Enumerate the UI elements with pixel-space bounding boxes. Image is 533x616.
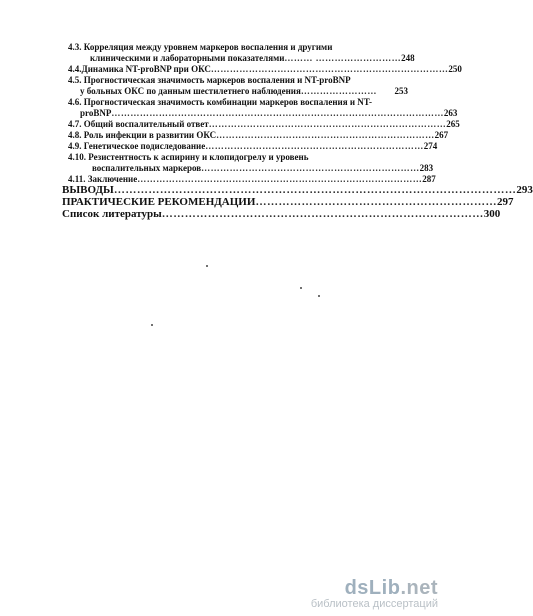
toc-entry [92,163,434,174]
toc-entry-text: 4.4.Динамика NT-proBNP при ОКС [68,64,211,74]
toc-page-number: 283 [419,163,434,173]
toc-leader-dots: ……………………………………………………… [255,196,497,208]
dslib-watermark [311,577,438,610]
toc-entry [62,184,533,196]
toc-entry-text: 4.3. Корреляция между уровнем маркеров воспаления и другими [68,42,333,52]
toc-leader-dots: …………………… [300,86,377,96]
toc-page-number: 287 [422,174,436,184]
toc-entry [80,86,408,97]
toc-entry-text: 4.8. Роль инфекции в развитии ОКС [68,130,217,140]
toc-entry-text: 4.11. Заключение [68,174,138,184]
toc-leader-dots: ……………………………………………………………………………… [137,174,423,184]
toc-page-number: 267 [434,130,449,140]
toc-leader-dots: ……… ……………………… [284,53,402,63]
toc-entry-text: 4.7. Общий воспалительный ответ [68,119,209,129]
toc-page-number: 250 [448,64,462,74]
toc-page-number: 253 [394,86,408,96]
toc-entry-text: ВЫВОДЫ [62,184,114,196]
toc-leader-dots: …………………………………………………………………………………………… [111,108,444,118]
toc-entry-text: у больных ОКС по данным шестилетнего наблюдения [80,86,301,96]
scan-speck [318,295,320,297]
toc-entry-text: 4.6. Прогностическая значимость комбинации маркеров воспаления и NT- [68,97,372,107]
toc-entry-text: Список литературы [62,208,162,220]
scan-speck [151,324,153,326]
toc-leader-dots: ………………………………………………………………… [210,64,449,74]
toc-leader-dots: ………………………………………………………………… [208,119,447,129]
toc-page-number: 248 [401,53,415,63]
toc-page-number: 274 [423,141,438,151]
toc-entry [68,130,449,141]
toc-entry [80,108,458,119]
toc-page-number: 297 [496,196,514,208]
toc-page-number: 265 [446,119,460,129]
toc-entry [90,53,415,64]
toc-entry [68,152,398,163]
watermark-domain: .net [400,577,438,599]
toc-entry-text: 4.9. Генетическое подиследование [68,141,206,151]
toc-entry [68,119,460,130]
toc-entry [62,208,501,220]
toc-leader-dots: …………………………………………………………… [216,130,435,140]
watermark-logo [311,577,438,600]
toc-leader-dots: …………………………………………………………………………………………… [113,184,517,196]
toc-entry-text: proBNP [80,108,112,118]
toc-page-number: 263 [443,108,458,118]
toc-page-number: 293 [516,184,533,196]
scan-speck [300,287,302,289]
toc-entry-text: 4.10. Резистентность к аспирину и клопидогрелу и уровень [68,152,309,162]
toc-entry [62,196,514,208]
watermark-brand: dsLib [344,577,401,599]
scan-speck [206,265,208,267]
toc-entry [68,141,438,152]
toc-entry [68,64,462,75]
toc-leader-dots: …………………………………………………………… [201,163,420,173]
toc-entry-text: воспалительных маркеров [92,163,202,173]
toc-entry-text: ПРАКТИЧЕСКИЕ РЕКОМЕНДАЦИИ [62,196,256,208]
watermark-subtitle: библиотека диссертаций [310,598,438,610]
toc-entry-text: 4.5. Прогностическая значимость маркеров воспаления и NT-proBNP [68,75,351,85]
toc-entry-text: клиническими и лабораторными показателями [90,53,285,63]
toc-page-number: 300 [483,208,501,220]
toc-leader-dots: …………………………………………………………… [205,141,424,151]
toc-leader-dots: ………………………………………………………………………… [161,208,484,220]
toc-entry [68,75,398,86]
toc-entry [68,42,398,53]
toc-entry [68,97,408,108]
